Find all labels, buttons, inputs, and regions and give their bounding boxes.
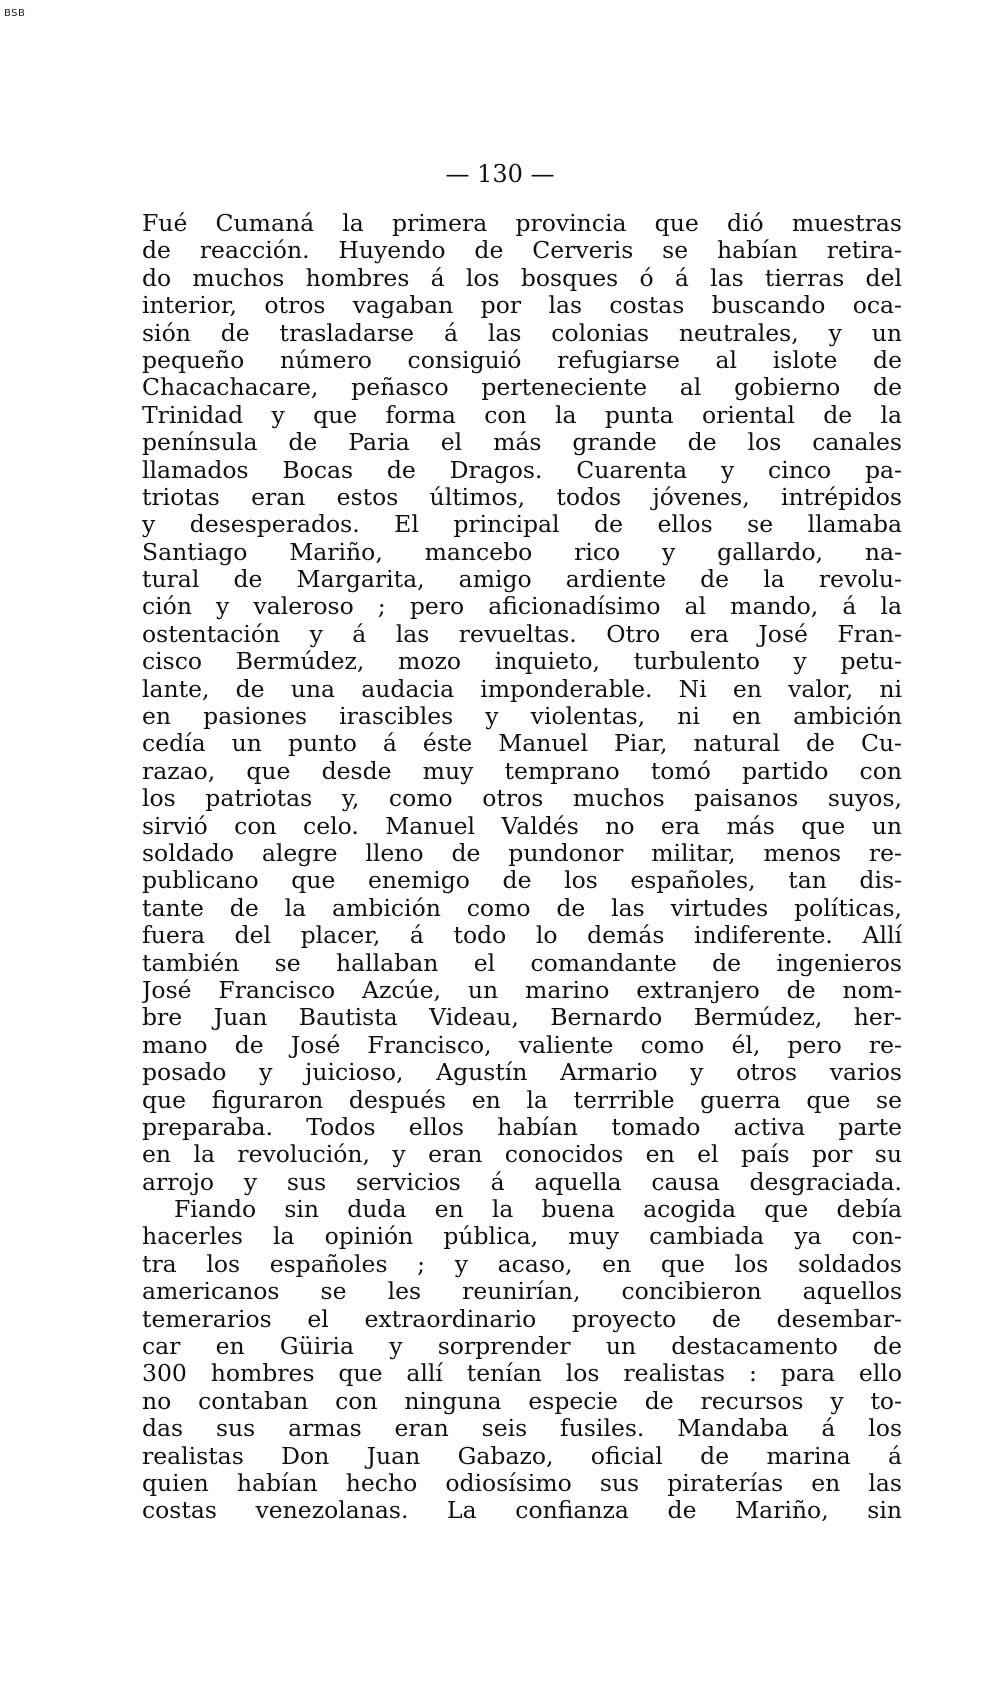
- text-line: arrojo y sus servicios á aquella causa desgraciada.: [142, 1168, 902, 1196]
- text-line: hacerles la opinión pública, muy cambiada ya con-: [142, 1223, 902, 1251]
- text-line: razao, que desde muy temprano tomó partido con: [142, 757, 902, 785]
- text-line: de reacción. Huyendo de Cerveris se habían retira-: [142, 237, 902, 265]
- text-line: costas venezolanas. La confianza de Mariño, sin: [142, 1497, 902, 1525]
- text-line: tra los españoles ; y acaso, en que los soldados: [142, 1250, 902, 1278]
- text-line: soldado alegre lleno de pundonor militar, menos re-: [142, 839, 902, 867]
- text-line: José Francisco Azcúe, un marino extranjero de nom-: [142, 976, 902, 1004]
- text-line: no contaban con ninguna especie de recursos y to-: [142, 1387, 902, 1415]
- text-line: Fiando sin duda en la buena acogida que debía: [174, 1196, 902, 1224]
- text-line: península de Paria el más grande de los canales: [142, 429, 902, 457]
- body-text: [142, 210, 902, 1525]
- text-line: tante de la ambición como de las virtudes políticas,: [142, 894, 902, 922]
- text-line: posado y juicioso, Agustín Armario y otros varios: [142, 1059, 902, 1087]
- text-line: tural de Margarita, amigo ardiente de la revolu-: [142, 566, 902, 594]
- text-line: sirvió con celo. Manuel Valdés no era más que un: [142, 812, 902, 840]
- text-line: interior, otros vagaban por las costas buscando oca-: [142, 292, 902, 320]
- text-line: das sus armas eran seis fusiles. Mandaba á los: [142, 1415, 902, 1443]
- text-line: pequeño número consiguió refugiarse al islote de: [142, 346, 902, 374]
- text-line: bre Juan Bautista Videau, Bernardo Bermúdez, her-: [142, 1004, 902, 1032]
- text-line: triotas eran estos últimos, todos jóvenes, intrépidos: [142, 483, 902, 511]
- text-line: también se hallaban el comandante de ingenieros: [142, 949, 902, 977]
- text-line: 300 hombres que allí tenían los realistas : para ello: [142, 1360, 902, 1388]
- text-line: que figuraron después en la terrrible guerra que se: [142, 1086, 902, 1114]
- text-line: ostentación y á las revueltas. Otro era José Fran-: [142, 620, 902, 648]
- text-line: los patriotas y, como otros muchos paisanos suyos,: [142, 785, 902, 813]
- text-line: quien habían hecho odiosísimo sus piraterías en las: [142, 1469, 902, 1497]
- text-line: llamados Bocas de Dragos. Cuarenta y cinco pa-: [142, 456, 902, 484]
- text-line: fuera del placer, á todo lo demás indiferente. Allí: [142, 922, 902, 950]
- text-line: Trinidad y que forma con la punta oriental de la: [142, 401, 902, 429]
- text-line: americanos se les reunirían, concibieron aquellos: [142, 1278, 902, 1306]
- text-line: Fué Cumaná la primera provincia que dió muestras: [142, 210, 902, 237]
- text-line: temerarios el extraordinario proyecto de desembar-: [142, 1305, 902, 1333]
- text-line: Santiago Mariño, mancebo rico y gallardo, na-: [142, 538, 902, 566]
- text-line: sión de trasladarse á las colonias neutrales, y un: [142, 319, 902, 347]
- text-line: car en Güiria y sorprender un destacamento de: [142, 1333, 902, 1361]
- text-line: cisco Bermúdez, mozo inquieto, turbulento y petu-: [142, 648, 902, 676]
- page-number: — 130 —: [445, 160, 555, 188]
- text-line: Chacachacare, peñasco perteneciente al gobierno de: [142, 374, 902, 402]
- text-line: cedía un punto á éste Manuel Piar, natural de Cu-: [142, 730, 902, 758]
- library-stamp: BSB: [4, 8, 26, 19]
- text-line: preparaba. Todos ellos habían tomado activa parte: [142, 1113, 902, 1141]
- text-line: do muchos hombres á los bosques ó á las tierras del: [142, 264, 902, 292]
- text-line: en pasiones irascibles y violentas, ni en ambición: [142, 703, 902, 731]
- text-line: ción y valeroso ; pero aficionadísimo al mando, á la: [142, 593, 902, 621]
- text-line: publicano que enemigo de los españoles, tan dis-: [142, 867, 902, 895]
- text-line: en la revolución, y eran conocidos en el país por su: [142, 1141, 902, 1169]
- text-line: mano de José Francisco, valiente como él, pero re-: [142, 1031, 902, 1059]
- text-line: realistas Don Juan Gabazo, oficial de marina á: [142, 1442, 902, 1470]
- text-line: y desesperados. El principal de ellos se llamaba: [142, 511, 902, 539]
- text-line: lante, de una audacia imponderable. Ni en valor, ni: [142, 675, 902, 703]
